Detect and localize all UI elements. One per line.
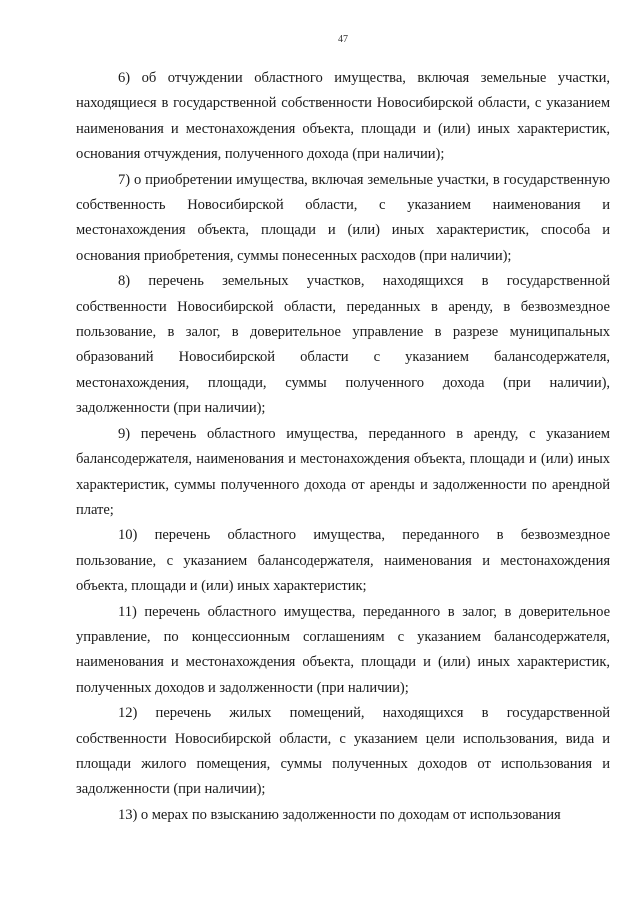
paragraph-item-13: 13) о мерах по взысканию задолженности по доходам от использования xyxy=(118,806,561,823)
page-number: 47 xyxy=(338,34,348,45)
paragraph-item-6: 6) об отчуждении областного имущества, включая земельные участки, находящиеся в государственной собственности Новосибирской области, с указанием наименования и местонахождения объекта, площади и (или) иных характеристик, основания отчуждения, полученного дохода (при наличии); xyxy=(76,70,610,163)
paragraph-item-8: 8) перечень земельных участков, находящихся в государственной собственности Новосибирской области, переданных в аренду, в безвозмездное пользование, в залог, в доверительное управление в разрезе муниципальных образований Новосибирской области с указанием балансодержателя, местонахождения, площади, суммы полученного дохода (при наличии), задолженности (при наличии); xyxy=(76,273,610,417)
paragraph-item-10: 10) перечень областного имущества, переданного в безвозмездное пользование, с указанием балансодержателя, наименования и местонахождения объекта, площади и (или) иных характеристик; xyxy=(76,527,610,595)
paragraph-item-12: 12) перечень жилых помещений, находящихся в государственной собственности Новосибирской области, с указанием цели использования, вида и площади жилого помещения, суммы полученных доходов от использования и задолженности (при наличии); xyxy=(76,705,610,798)
paragraph-item-7: 7) о приобретении имущества, включая земельные участки, в государственную собственность Новосибирской области, с указанием наименования и местонахождения объекта, площади и (или) иных характеристик, способа и основания приобретения, суммы понесенных расходов (при наличии); xyxy=(76,171,610,264)
paragraph-item-11: 11) перечень областного имущества, переданного в залог, в доверительное управление, по концессионным соглашениям с указанием балансодержателя, наименования и местонахождения объекта, площади и (или) иных характеристик, полученных доходов и задолженности (при наличии); xyxy=(76,603,610,696)
paragraph-item-9: 9) перечень областного имущества, переданного в аренду, с указанием балансодержателя, наименования и местонахождения объекта, площади и (или) иных характеристик, суммы полученного дохода от аренды и задолженности по арендной плате; xyxy=(76,425,610,518)
